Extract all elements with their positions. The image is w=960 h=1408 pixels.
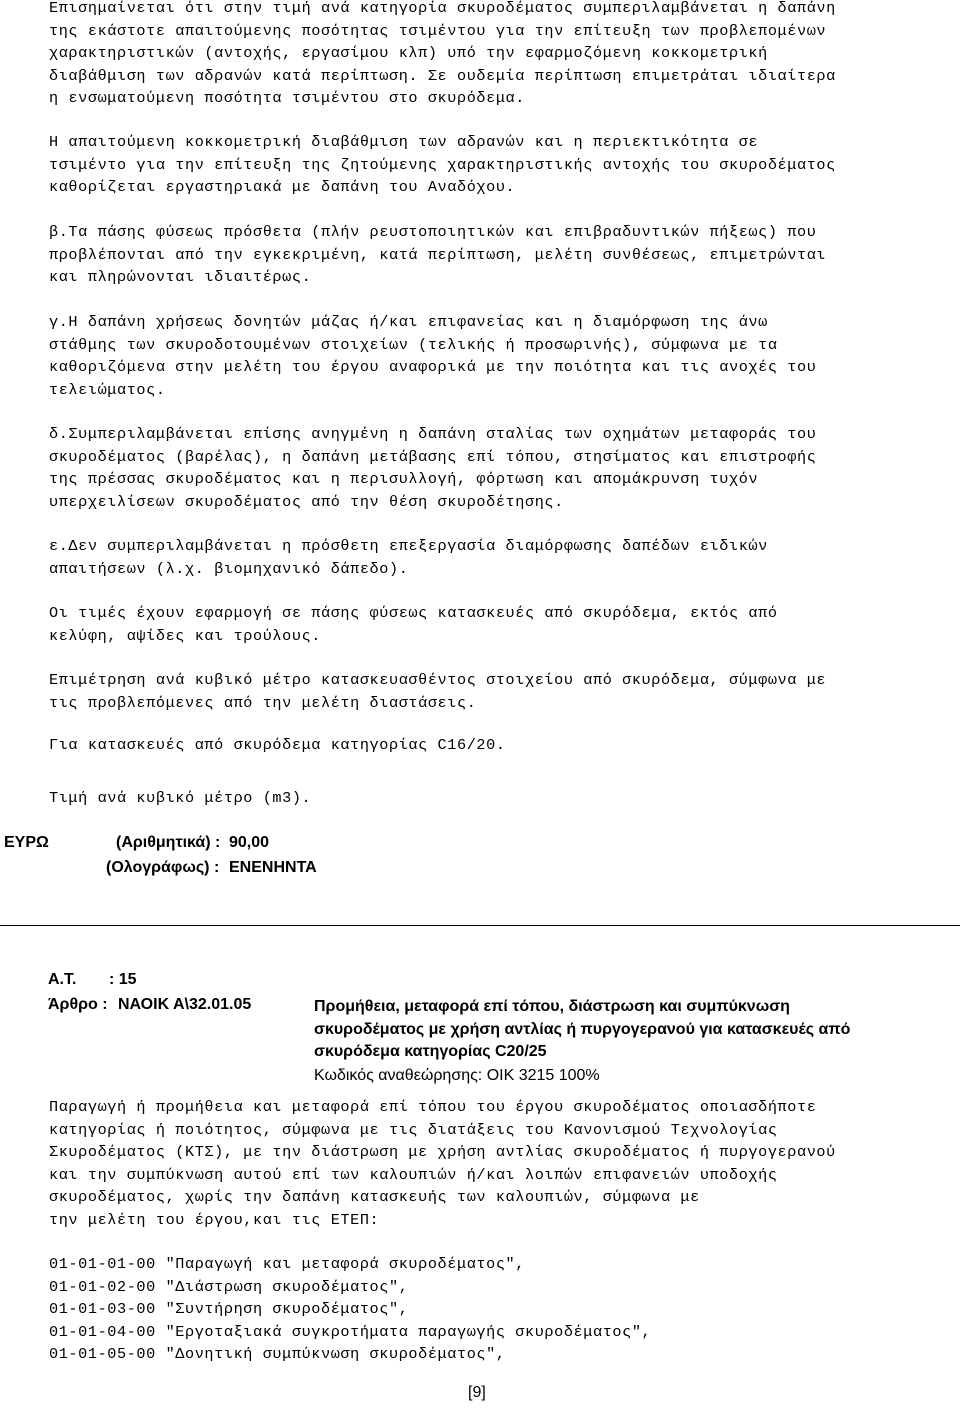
text-line: Επιμέτρηση ανά κυβικό μέτρο κατασκευασθέντος στοιχείου από σκυρόδεμα, σύμφωνα με xyxy=(49,671,827,689)
paragraph-d xyxy=(49,423,816,513)
category-text: Για κατασκευές από σκυρόδεμα κατηγορίας C16/20. xyxy=(49,736,506,754)
price-words-label: (Ολογράφως) : xyxy=(106,859,220,876)
text-line: Επισημαίνεται ότι στην τιμή ανά κατηγορία σκυροδέματος συμπεριλαμβάνεται η δαπάνη xyxy=(49,0,836,17)
text-line: Παραγωγή ή προμήθεια και μεταφορά επί τόπου του έργου σκυροδέματος οποιασδήποτε xyxy=(49,1098,817,1116)
text-line: Η απαιτούμενη κοκκομετρική διαβάθμιση των αδρανών και η περιεκτικότητα σε xyxy=(49,133,759,151)
list-item: 01-01-03-00 "Συντήρηση σκυροδέματος", xyxy=(49,1300,409,1318)
text-line: γ.Η δαπάνη χρήσεως δονητών μάζας ή/και επιφανείας και η διαμόρφωση της άνω xyxy=(49,313,768,331)
text-line: της εκάστοτε απαιτούμενης ποσότητας τσιμέντου για την επίτευξη των προβλεπομένων xyxy=(49,21,827,40)
unit-line xyxy=(49,787,311,810)
text-line: και την συμπύκνωση αυτού επί των καλουπιών ή/και λοιπών επιφανειών υποδοχής xyxy=(49,1165,778,1184)
list-item: 01-01-02-00 "Διάστρωση σκυροδέματος", xyxy=(49,1277,409,1296)
article-title-line: σκυροδέματος με χρήση αντλίας ή πυργογερανού για κατασκευές από xyxy=(314,1020,851,1038)
intro-paragraph xyxy=(49,0,836,110)
article-label: Άρθρο : xyxy=(48,996,108,1013)
text-line: χαρακτηριστικών (αντοχής, εργασίμου κλπ) υπό την εφαρμοζόμενη κοκκομετρική xyxy=(49,44,768,62)
text-line: προβλέπονται από την εγκεκριμένη, κατά περίπτωση, μελέτη συνθέσεως, επιμετρώνται xyxy=(49,245,827,264)
granulometry-paragraph xyxy=(49,131,836,199)
text-line: Σκυροδέματος (ΚΤΣ), με την διάστρωση με χρήση αντλίας σκυροδέματος ή πυργογερανού xyxy=(49,1143,836,1161)
text-line: ε.Δεν συμπεριλαμβάνεται η πρόσθετη επεξεργασία διαμόρφωσης δαπέδων ειδικών xyxy=(49,537,768,555)
text-line: σκυροδέματος, χωρίς την δαπάνη κατασκευής των καλουπιών, σύμφωνα με xyxy=(49,1188,700,1206)
revision-code: Κωδικός αναθεώρησης: ΟΙΚ 3215 100% xyxy=(314,1067,600,1084)
article-title-line: σκυρόδεμα κατηγορίας C20/25 xyxy=(314,1043,547,1060)
unit-text: Τιμή ανά κυβικό μέτρο (m3). xyxy=(49,789,312,807)
text-line: η ενσωματούμενη ποσότητα τσιμέντου στο σκυρόδεμα. xyxy=(49,89,525,107)
paragraph-e xyxy=(49,535,768,580)
list-item: 01-01-05-00 "Δονητική συμπύκνωση σκυροδέματος", xyxy=(49,1345,506,1363)
prices-paragraph xyxy=(49,602,778,647)
at-label: Α.Τ. xyxy=(48,971,77,988)
measurement-paragraph xyxy=(49,669,826,714)
article-code: ΝΑΟΙΚ Α\32.01.05 xyxy=(118,996,252,1013)
price-words-value: ΕΝΕΝΗΝΤΑ xyxy=(229,859,317,876)
text-line: καθορίζεται εργαστηριακά με δαπάνη του Αναδόχου. xyxy=(49,178,516,196)
section-divider xyxy=(0,925,960,926)
price-numeric-label: (Αριθμητικά) : xyxy=(116,834,221,851)
list-item: 01-01-04-00 "Εργοταξιακά συγκροτήματα παραγωγής σκυροδέματος", xyxy=(49,1322,652,1341)
text-line: σκυροδέματος (βαρέλας), η δαπάνη μετάβασης επί τόπου, στησίματος και επιστροφής xyxy=(49,447,817,466)
text-line: κελύφη, αψίδες και τρούλους. xyxy=(49,626,321,645)
text-line: και πληρώνονται ιδιαιτέρως. xyxy=(49,268,312,286)
article-title-line: Προμήθεια, μεταφορά επί τόπου, διάστρωση και συμπύκνωση xyxy=(314,998,790,1015)
text-line: τσιμέντο για την επίτευξη της ζητούμενης χαρακτηριστικής αντοχής του σκυροδέματος xyxy=(49,155,836,174)
text-line: καθοριζόμενα στην μελέτη του έργου αναφορικά με την ποιότητα και τις ανοχές του xyxy=(49,358,817,376)
text-line: της πρέσσας σκυροδέματος και η περισυλλογή, φόρτωση και απομάκρυνση τυχόν xyxy=(49,470,759,488)
article-title xyxy=(314,996,850,1064)
etep-list xyxy=(49,1253,651,1366)
price-numeric-value: 90,00 xyxy=(229,834,270,851)
currency-label: ΕΥΡΩ xyxy=(4,834,49,851)
text-line: διαβάθμιση των αδρανών κατά περίπτωση. Σε ουδεμία περίπτωση επιμετράται ιδιαίτερα xyxy=(49,66,836,85)
text-line: Οι τιμές έχουν εφαρμογή σε πάσης φύσεως κατασκευές από σκυρόδεμα, εκτός από xyxy=(49,604,778,622)
text-line: την μελέτη του έργου,και τις ΕΤΕΠ: xyxy=(49,1210,380,1229)
text-line: στάθμης των σκυροδοτουμένων στοιχείων (τελικής ή προσωρινής), σύμφωνα με τα xyxy=(49,335,778,354)
list-item: 01-01-01-00 "Παραγωγή και μεταφορά σκυροδέματος", xyxy=(49,1255,525,1273)
paragraph-b xyxy=(49,221,826,289)
page-number: [9] xyxy=(468,1384,486,1401)
description-paragraph xyxy=(49,1096,836,1231)
text-line: κατηγορίας ή ποιότητος, σύμφωνα με τις διατάξεις του Κανονισμού Τεχνολογίας xyxy=(49,1120,778,1139)
text-line: τελειώματος. xyxy=(49,380,166,399)
text-line: δ.Συμπεριλαμβάνεται επίσης ανηγμένη η δαπάνη σταλίας των οχημάτων μεταφοράς του xyxy=(49,425,817,443)
text-line: τις προβλεπόμενες από την μελέτη διαστάσεις. xyxy=(49,693,477,712)
paragraph-c xyxy=(49,311,816,401)
at-value: : 15 xyxy=(109,971,137,988)
text-line: υπερχειλίσεων σκυροδέματος από την θέση σκυροδέτησης. xyxy=(49,492,564,511)
category-line xyxy=(49,734,506,757)
text-line: απαιτήσεων (λ.χ. βιομηχανικό δάπεδο). xyxy=(49,559,409,578)
text-line: β.Τα πάσης φύσεως πρόσθετα (πλήν ρευστοποιητικών και επιβραδυντικών πήξεως) που xyxy=(49,223,817,241)
